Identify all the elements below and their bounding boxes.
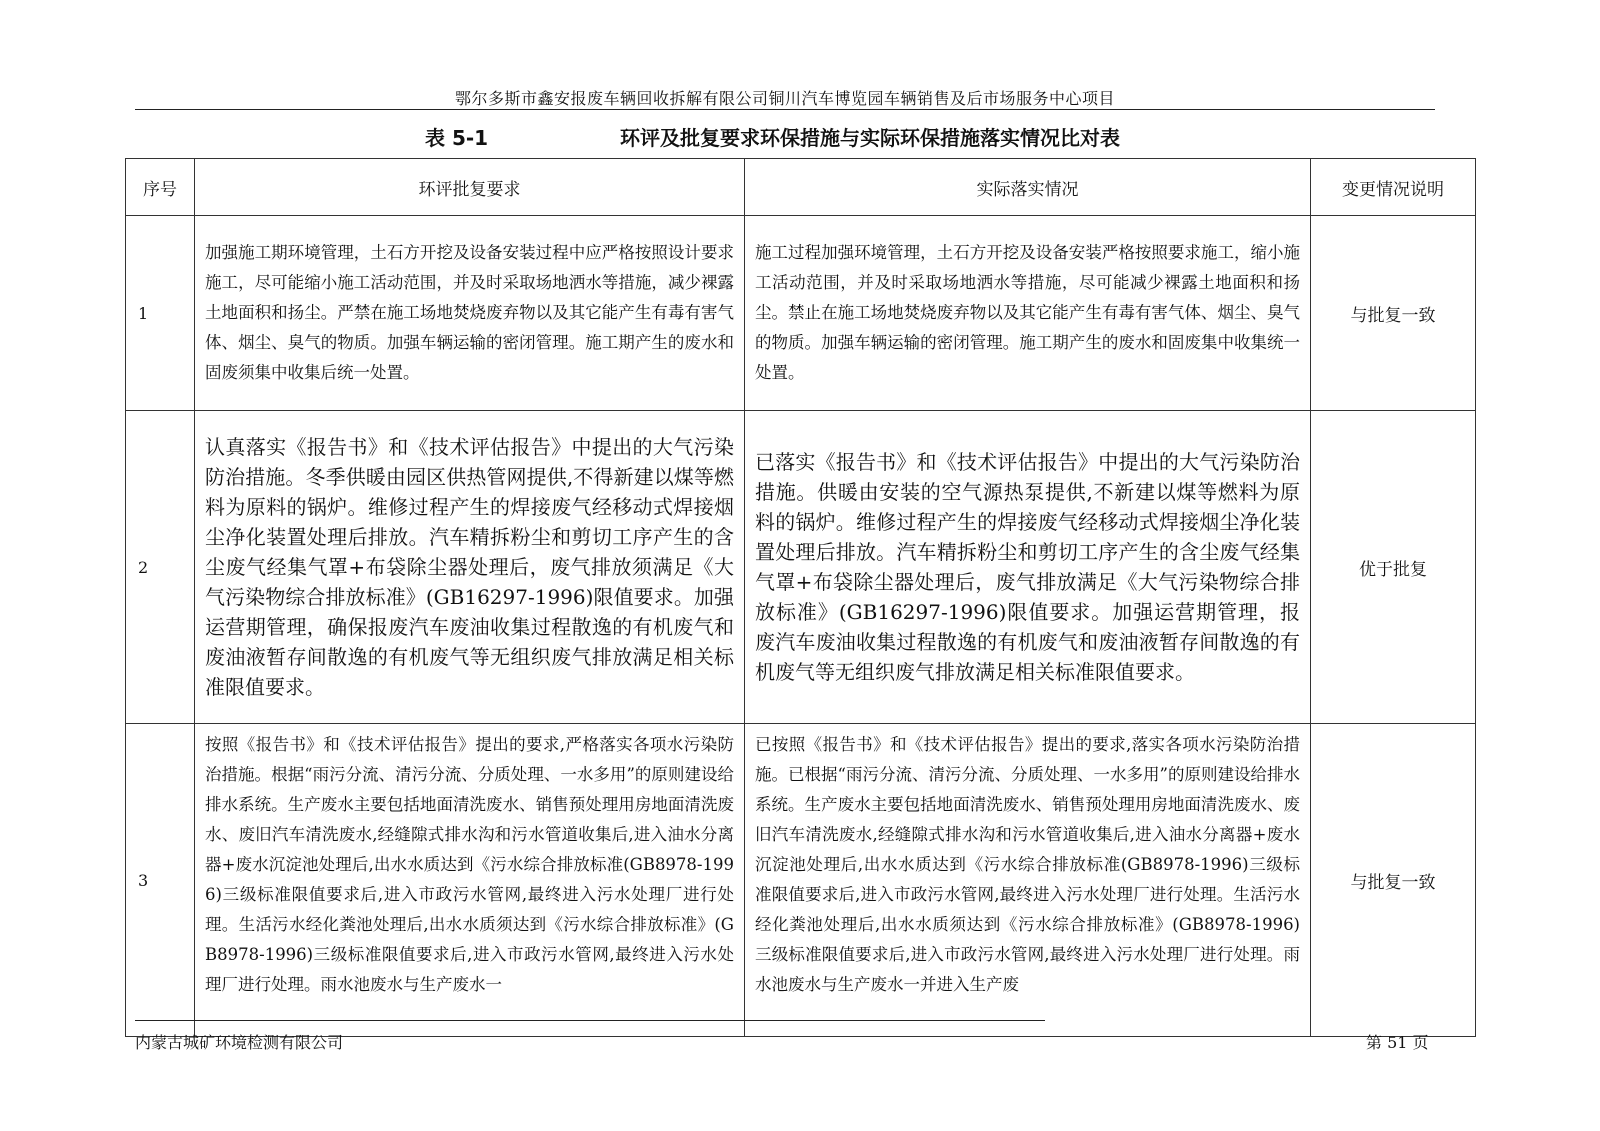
row-actual: 已按照《报告书》和《技术评估报告》提出的要求,落实各项水污染防治措施。已根据“雨污分流、清污分流、分质处理、一水多用”的原则建设给排水系统。生产废水主要包括地面清洗废水、销售预处理用房地面清洗废水、废旧汽车清洗废水,经缝隙式排水沟和污水管道收集后,进入油水分离器+废水沉淀池处理后,出水水质达到《污水综合排放标准(GB8978-1996)三级标准限值要求后,进入市政污水管网,最终进入污水处理厂进行处理。生活污水经化粪池处理后,出水水质须达到《污水综合排放标准》(GB8978-1996)三级标准限值要求后,进入市政污水管网,最终进入污水处理厂进行处理。雨水池废水与生产废水一并进入生产废 — [745, 724, 1311, 1037]
footer-company: 内蒙古城矿环境检测有限公司 — [135, 1033, 344, 1052]
row-seq: 1 — [126, 216, 195, 411]
column-header-actual: 实际落实情况 — [745, 159, 1311, 216]
table-row — [126, 216, 1476, 411]
row-change: 与批复一致 — [1311, 724, 1476, 1037]
header-divider — [135, 109, 1435, 110]
table-row — [126, 724, 1476, 1037]
row-requirement: 按照《报告书》和《技术评估报告》提出的要求,严格落实各项水污染防治措施。根据“雨污分流、清污分流、分质处理、一水多用”的原则建设给排水系统。生产废水主要包括地面清洗废水、销售预处理用房地面清洗废水、废旧汽车清洗废水,经缝隙式排水沟和污水管道收集后,进入油水分离器+废水沉淀池处理后,出水水质达到《污水综合排放标准(GB8978-1996)三级标准限值要求后,进入市政污水管网,最终进入污水处理厂进行处理。生活污水经化粪池处理后,出水水质须达到《污水综合排放标准》(GB8978-1996)三级标准限值要求后,进入市政污水管网,最终进入污水处理厂进行处理。雨水池废水与生产废水一 — [195, 724, 745, 1037]
page-number: 第 51 页 — [1366, 1033, 1429, 1052]
footer-divider — [135, 1020, 1045, 1021]
row-change: 与批复一致 — [1311, 216, 1476, 411]
column-header-change: 变更情况说明 — [1311, 159, 1476, 216]
column-header-requirement: 环评批复要求 — [195, 159, 745, 216]
table-title — [125, 118, 1475, 150]
table-header-row — [126, 159, 1476, 216]
table-row — [126, 411, 1476, 724]
row-requirement: 加强施工期环境管理，土石方开挖及设备安装过程中应严格按照设计要求施工，尽可能缩小施工活动范围，并及时采取场地洒水等措施，减少裸露土地面积和扬尘。严禁在施工场地焚烧废弃物以及其它能产生有毒有害气体、烟尘、臭气的物质。加强车辆运输的密闭管理。施工期产生的废水和固废须集中收集后统一处置。 — [195, 216, 745, 411]
row-change: 优于批复 — [1311, 411, 1476, 724]
row-actual: 施工过程加强环境管理，土石方开挖及设备安装严格按照要求施工，缩小施工活动范围，并及时采取场地洒水等措施，尽可能减少裸露土地面积和扬尘。禁止在施工场地焚烧废弃物以及其它能产生有毒有害气体、烟尘、臭气的物质。加强车辆运输的密闭管理。施工期产生的废水和固废集中收集统一处置。 — [745, 216, 1311, 411]
row-actual: 已落实《报告书》和《技术评估报告》中提出的大气污染防治措施。供暖由安装的空气源热泵提供,不新建以煤等燃料为原料的锅炉。维修过程产生的焊接废气经移动式焊接烟尘净化装置处理后排放。汽车精拆粉尘和剪切工序产生的含尘废气经集气罩+布袋除尘器处理后，废气排放满足《大气污染物综合排放标准》(GB16297-1996)限值要求。加强运营期管理，报废汽车废油收集过程散逸的有机废气和废油液暂存间散逸的有机废气等无组织废气排放满足相关标准限值要求。 — [745, 411, 1311, 724]
table-number: 表 5-1 — [425, 126, 489, 150]
comparison-table — [125, 158, 1476, 1037]
row-seq: 3 — [126, 724, 195, 1037]
table-name: 环评及批复要求环保措施与实际环保措施落实情况比对表 — [620, 126, 1120, 150]
row-requirement: 认真落实《报告书》和《技术评估报告》中提出的大气污染防治措施。冬季供暖由园区供热管网提供,不得新建以煤等燃料为原料的锅炉。维修过程产生的焊接废气经移动式焊接烟尘净化装置处理后排放。汽车精拆粉尘和剪切工序产生的含尘废气经集气罩+布袋除尘器处理后，废气排放须满足《大气污染物综合排放标准》(GB16297-1996)限值要求。加强运营期管理，确保报废汽车废油收集过程散逸的有机废气和废油液暂存间散逸的有机废气等无组织废气排放满足相关标准限值要求。 — [195, 411, 745, 724]
document-header: 鄂尔多斯市鑫安报废车辆回收拆解有限公司铜川汽车博览园车辆销售及后市场服务中心项目 — [454, 89, 1115, 108]
row-seq: 2 — [126, 411, 195, 724]
column-header-seq: 序号 — [126, 159, 195, 216]
